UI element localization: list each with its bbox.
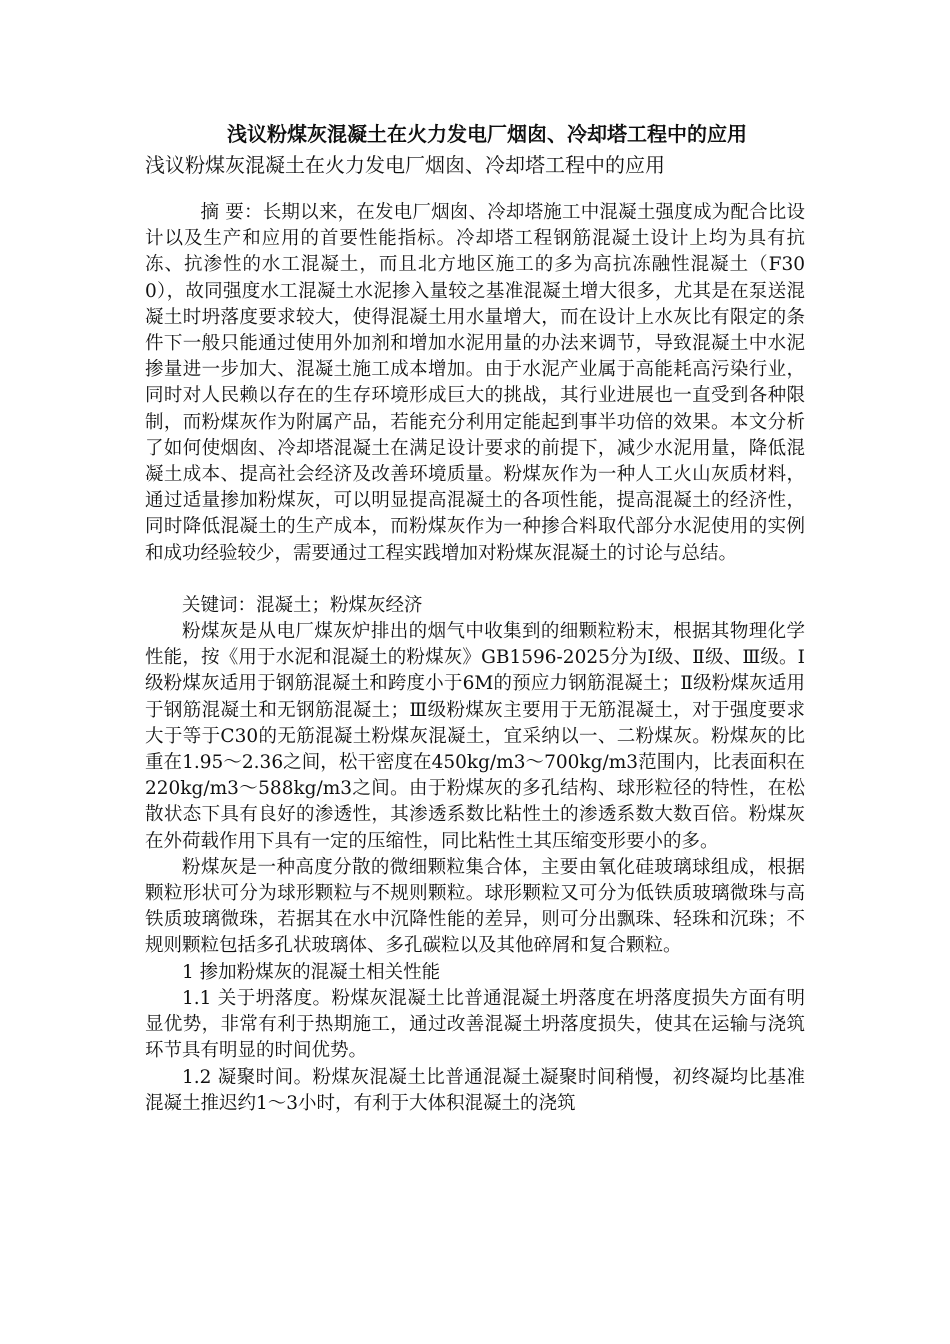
document-page	[145, 118, 805, 1117]
body-paragraph-fly-ash-definition: 粉煤灰是从电厂煤灰炉排出的烟气中收集到的细颗粒粉末，根据其物理化学性能，按《用于水泥和混凝土的粉煤灰》GB1596-2025分为Ⅰ级、Ⅱ级、Ⅲ级。Ⅰ级粉煤灰适用于钢筋混凝土和跨度小于6M的预应力钢筋混凝土；Ⅱ级粉煤灰适用于钢筋混凝土和无钢筋混凝土；Ⅲ级粉煤灰主要用于无筋混凝土，对于强度要求大于等于C30的无筋混凝土粉煤灰混凝土，宜采纳以一、二粉煤灰。粉煤灰的比重在1.95～2.36之间，松干密度在450kg/m3～700kg/m3范围内，比表面积在220kg/m3～588kg/m3之间。由于粉煤灰的多孔结构、球形粒径的特性，在松散状态下具有良好的渗透性，其渗透系数比粘性土的渗透系数大数百倍。粉煤灰在外荷载作用下具有一定的压缩性，同比粘性土其压缩变形要小的多。	[145, 621, 805, 852]
abstract-paragraph: 摘 要：长期以来，在发电厂烟囱、冷却塔施工中混凝土强度成为配合比设计以及生产和应用的首要性能指标。冷却塔工程钢筋混凝土设计上均为具有抗冻、抗渗性的水工混凝土，而且北方地区施工的多为高抗冻融性混凝土（F300），故同强度水工混凝土水泥掺入量较之基准混凝土增大很多，尤其是在泵送混凝土时坍落度要求较大，使得混凝土用水量增大，而在设计上水灰比有限定的条件下一般只能通过使用外加剂和增加水泥用量的办法来调节，导致混凝土中水泥掺量进一步加大、混凝土施工成本增加。由于水泥产业属于高能耗高污染行业，同时对人民赖以存在的生存环境形成巨大的挑战，其行业进展也一直受到各种限制，而粉煤灰作为附属产品，若能充分利用定能起到事半功倍的效果。本文分析了如何使烟囱、冷却塔混凝土在满足设计要求的前提下，减少水泥用量，降低混凝土成本、提高社会经济及改善环境质量。粉煤灰作为一种人工火山灰质材料，通过适量掺加粉煤灰，可以明显提高混凝土的各项性能，提高混凝土的经济性，同时降低混凝土的生产成本，而粉煤灰作为一种掺合料取代部分水泥使用的实例和成功经验较少，需要通过工程实践增加对粉煤灰混凝土的讨论与总结。	[145, 202, 805, 564]
document-title: 浅议粉煤灰混凝土在火力发电厂烟囱、冷却塔工程中的应用	[227, 122, 747, 146]
section-heading-1: 1 掺加粉煤灰的混凝土相关性能	[182, 961, 441, 983]
document-subtitle: 浅议粉煤灰混凝土在火力发电厂烟囱、冷却塔工程中的应用	[145, 153, 665, 177]
keywords-line: 关键词：混凝土；粉煤灰经济	[182, 594, 423, 616]
body-paragraph-fly-ash-particles: 粉煤灰是一种高度分散的微细颗粒集合体，主要由氧化硅玻璃球组成，根据颗粒形状可分为球形颗粒与不规则颗粒。球形颗粒又可分为低铁质玻璃微珠与高铁质玻璃微珠，若据其在水中沉降性能的差异，则可分出飘珠、轻珠和沉珠；不规则颗粒包括多孔状玻璃体、多孔碳粒以及其他碎屑和复合颗粒。	[145, 856, 805, 957]
subsection-1-2-paragraph: 1.2 凝聚时间。粉煤灰混凝土比普通混凝土凝聚时间稍慢，初终凝均比基准混凝土推迟约1～3小时，有利于大体积混凝土的浇筑	[145, 1066, 805, 1114]
subsection-1-1-paragraph: 1.1 关于坍落度。粉煤灰混凝土比普通混凝土坍落度在坍落度损失方面有明显优势，非常有利于热期施工，通过改善混凝土坍落度损失，使其在运输与浇筑环节具有明显的时间优势。	[145, 987, 805, 1062]
